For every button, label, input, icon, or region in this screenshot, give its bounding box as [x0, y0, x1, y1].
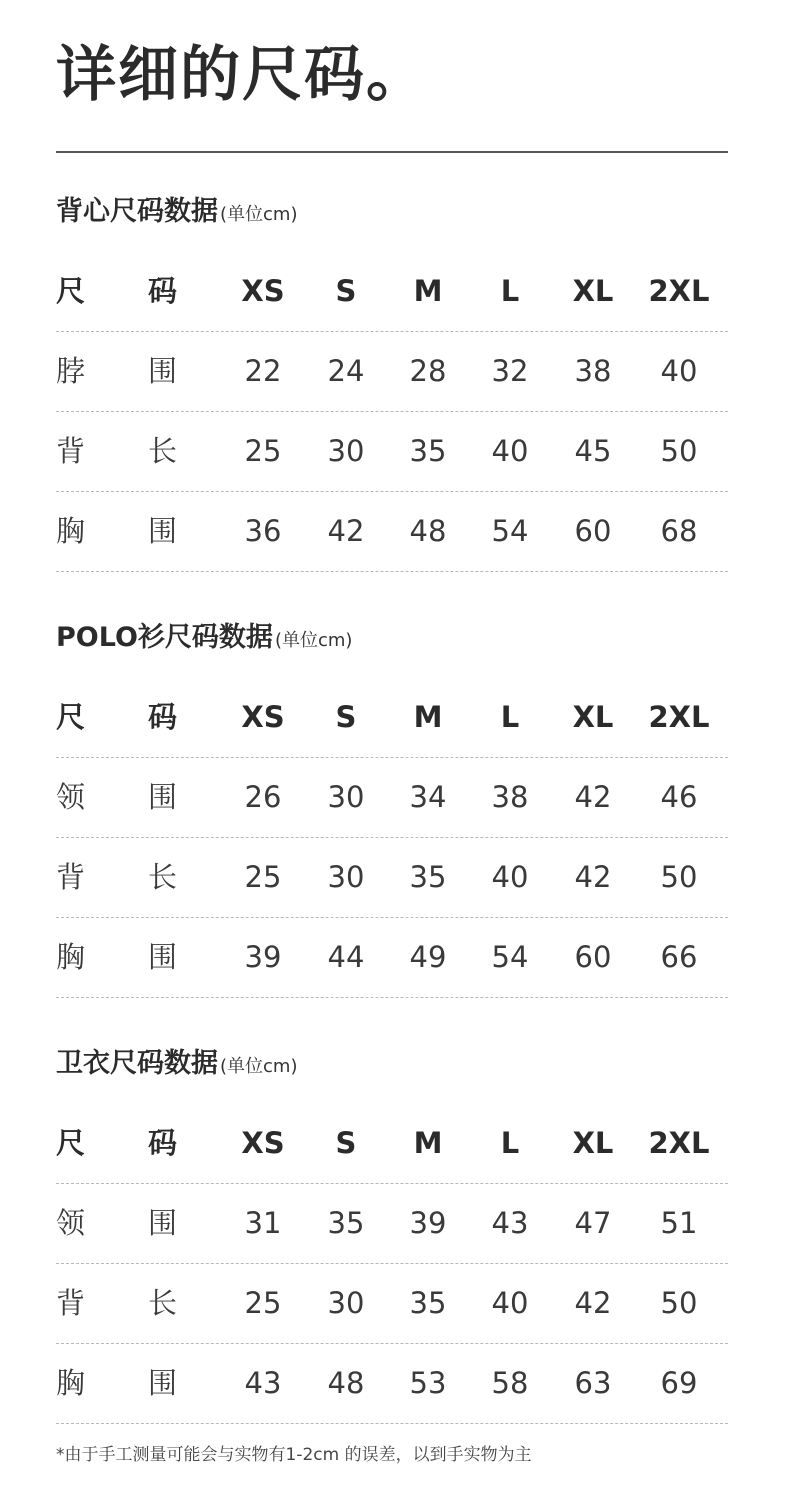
- table-cell: 43: [491, 1206, 529, 1240]
- table-cell: 38: [574, 354, 612, 388]
- table-row: [56, 1264, 728, 1344]
- table-row: [56, 1184, 728, 1264]
- size-section-hoodie: [56, 1044, 728, 1424]
- size-header-xs: XS: [241, 274, 285, 308]
- table-cell: 47: [574, 1206, 612, 1240]
- table-cell: 48: [409, 514, 447, 548]
- section-title: 背心尺码数据: [56, 196, 218, 227]
- size-header-m: M: [413, 1126, 443, 1160]
- size-header-s: S: [335, 274, 357, 308]
- row-label: 脖: [56, 354, 86, 388]
- table-cell: 42: [327, 514, 365, 548]
- table-cell: 40: [491, 1286, 529, 1320]
- title-divider: [56, 151, 728, 153]
- table-cell: 35: [327, 1206, 365, 1240]
- header-label: 码: [148, 274, 178, 308]
- size-header-l: L: [500, 1126, 520, 1160]
- header-label: 尺: [56, 1126, 86, 1160]
- table-cell: 40: [491, 860, 529, 894]
- row-label: 背: [56, 860, 86, 894]
- size-table: [56, 678, 728, 998]
- unit-note: (单位cm): [220, 204, 298, 225]
- size-header-s: S: [335, 700, 357, 734]
- row-label: 长: [148, 860, 178, 894]
- size-table: [56, 1104, 728, 1424]
- table-cell: 63: [574, 1366, 612, 1400]
- table-cell: 38: [491, 780, 529, 814]
- table-cell: 68: [660, 514, 698, 548]
- table-cell: 26: [244, 780, 282, 814]
- table-cell: 50: [660, 860, 698, 894]
- table-cell: 42: [574, 1286, 612, 1320]
- table-cell: 69: [660, 1366, 698, 1400]
- row-label: 背: [56, 434, 86, 468]
- table-cell: 40: [660, 354, 698, 388]
- table-cell: 30: [327, 860, 365, 894]
- table-cell: 66: [660, 940, 698, 974]
- table-cell: 58: [491, 1366, 529, 1400]
- row-label: 胸: [56, 940, 86, 974]
- size-table: [56, 252, 728, 572]
- table-cell: 60: [574, 514, 612, 548]
- size-header-m: M: [413, 700, 443, 734]
- row-label: 围: [148, 780, 178, 814]
- size-header-m: M: [413, 274, 443, 308]
- table-header-row: [56, 252, 728, 332]
- unit-note: (单位cm): [274, 630, 353, 651]
- table-cell: 50: [660, 434, 698, 468]
- table-row: [56, 492, 728, 572]
- row-label: 胸: [56, 1366, 86, 1400]
- table-row: [56, 412, 728, 492]
- section-heading: [56, 618, 728, 678]
- size-header-xl: XL: [572, 700, 614, 734]
- section-heading: [56, 192, 728, 252]
- table-row: [56, 332, 728, 412]
- size-header-s: S: [335, 1126, 357, 1160]
- table-cell: 32: [491, 354, 529, 388]
- footnote: *由于手工测量可能会与实物有1-2cm 的误差，以到手实物为主: [56, 1445, 532, 1465]
- table-cell: 51: [660, 1206, 698, 1240]
- table-row: [56, 838, 728, 918]
- table-row: [56, 918, 728, 998]
- row-label: 胸: [56, 514, 86, 548]
- section-heading: [56, 1044, 728, 1104]
- header-label: 码: [148, 1126, 178, 1160]
- table-cell: 54: [491, 514, 529, 548]
- table-cell: 49: [409, 940, 447, 974]
- header-label: 尺: [56, 700, 86, 734]
- row-label: 长: [148, 1286, 178, 1320]
- table-cell: 35: [409, 434, 447, 468]
- table-cell: 50: [660, 1286, 698, 1320]
- table-cell: 31: [244, 1206, 282, 1240]
- table-row: [56, 758, 728, 838]
- table-header-row: [56, 1104, 728, 1184]
- section-title: POLO衫尺码数据: [56, 622, 273, 653]
- row-label: 长: [148, 434, 178, 468]
- size-header-xs: XS: [241, 1126, 285, 1160]
- row-label: 围: [148, 1366, 178, 1400]
- table-row: [56, 1344, 728, 1424]
- header-label: 尺: [56, 274, 86, 308]
- table-cell: 28: [409, 354, 447, 388]
- row-label: 领: [56, 1206, 86, 1240]
- row-label: 围: [148, 940, 178, 974]
- table-cell: 40: [491, 434, 529, 468]
- table-cell: 25: [244, 1286, 282, 1320]
- table-cell: 30: [327, 1286, 365, 1320]
- table-cell: 35: [409, 860, 447, 894]
- table-cell: 48: [327, 1366, 365, 1400]
- size-header-xl: XL: [572, 274, 614, 308]
- table-cell: 43: [244, 1366, 282, 1400]
- table-cell: 39: [244, 940, 282, 974]
- table-header-row: [56, 678, 728, 758]
- table-cell: 25: [244, 860, 282, 894]
- row-label: 领: [56, 780, 86, 814]
- table-cell: 25: [244, 434, 282, 468]
- size-header-2xl: 2XL: [648, 700, 710, 734]
- size-section-vest: [56, 192, 728, 572]
- table-cell: 36: [244, 514, 282, 548]
- table-cell: 24: [327, 354, 365, 388]
- table-cell: 54: [491, 940, 529, 974]
- row-label: 背: [56, 1286, 86, 1320]
- row-label: 围: [148, 514, 178, 548]
- row-label: 围: [148, 354, 178, 388]
- header-label: 码: [148, 700, 178, 734]
- table-cell: 34: [409, 780, 447, 814]
- size-section-polo: [56, 618, 728, 998]
- size-header-l: L: [500, 274, 520, 308]
- unit-note: (单位cm): [220, 1056, 298, 1077]
- table-cell: 22: [244, 354, 282, 388]
- table-cell: 39: [409, 1206, 447, 1240]
- size-header-2xl: 2XL: [648, 274, 710, 308]
- size-header-l: L: [500, 700, 520, 734]
- page-title: 详细的尺码。: [56, 40, 428, 110]
- table-cell: 53: [409, 1366, 447, 1400]
- section-title: 卫衣尺码数据: [56, 1048, 218, 1079]
- table-cell: 44: [327, 940, 365, 974]
- table-cell: 46: [660, 780, 698, 814]
- table-cell: 45: [574, 434, 612, 468]
- row-label: 围: [148, 1206, 178, 1240]
- table-cell: 35: [409, 1286, 447, 1320]
- table-cell: 30: [327, 780, 365, 814]
- table-cell: 60: [574, 940, 612, 974]
- table-cell: 42: [574, 860, 612, 894]
- size-header-xs: XS: [241, 700, 285, 734]
- table-cell: 42: [574, 780, 612, 814]
- size-header-xl: XL: [572, 1126, 614, 1160]
- size-header-2xl: 2XL: [648, 1126, 710, 1160]
- table-cell: 30: [327, 434, 365, 468]
